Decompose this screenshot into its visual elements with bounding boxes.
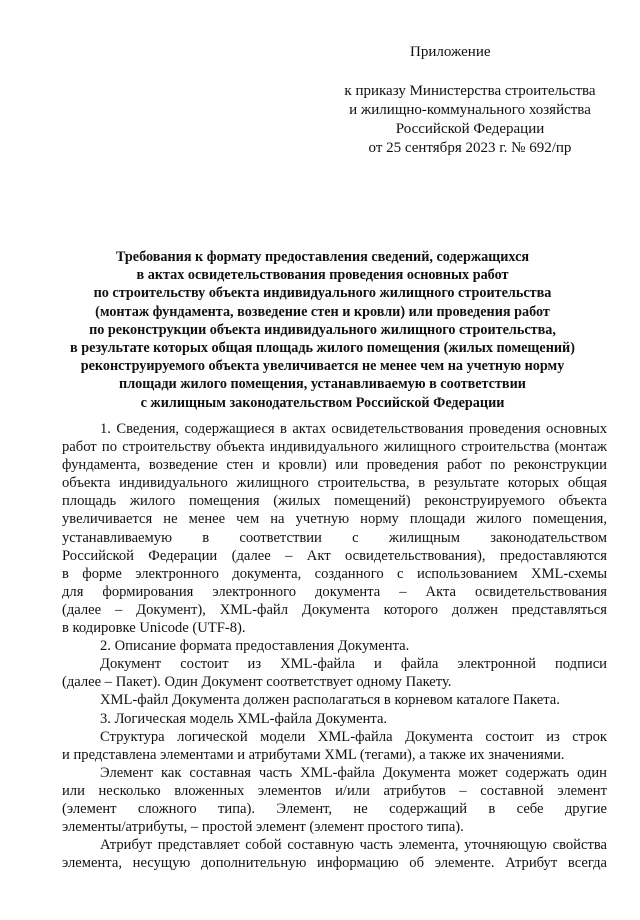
body-line: Элемент как составная часть XML-файла Документа может содержать один bbox=[100, 764, 607, 781]
body-line: элементы/атрибуты, – простой элемент (элемент простого типа). bbox=[62, 819, 464, 836]
body-line: в кодировке Unicode (UTF-8). bbox=[62, 620, 246, 637]
title-line: в актах освидетельствования проведения основных работ bbox=[136, 267, 509, 284]
title-line: с жилищным законодательством Российской Федерации bbox=[140, 394, 505, 411]
body-line: в форме электронного документа, созданного с использованием XML-схемы bbox=[62, 565, 607, 582]
title-line: площади жилого помещения, устанавливаемую в соответствии bbox=[119, 376, 526, 393]
appendix-label: Приложение bbox=[410, 44, 491, 60]
title-line: (монтаж фундамента, возведение стен и кровли) или проведения работ bbox=[95, 303, 550, 320]
body-line: Российской Федерации (далее – Акт освидетельствования), предоставляются bbox=[62, 547, 607, 564]
order-reference bbox=[320, 82, 620, 158]
body-line: для формирования электронного документа – Акта освидетельствования bbox=[62, 583, 607, 600]
body-line: XML-файл Документа должен располагаться в корневом каталоге Пакета. bbox=[100, 692, 560, 709]
title-line: Требования к формату предоставления сведений, содержащихся bbox=[115, 249, 530, 265]
document-body bbox=[62, 420, 607, 872]
body-line: или несколько вложенных элементов и/или атрибутов – составной элемент bbox=[62, 782, 607, 799]
order-line: Российской Федерации bbox=[395, 121, 545, 137]
body-line: площадь жилого помещения (жилых помещений) реконструируемого объекта bbox=[62, 493, 607, 510]
order-line: и жилищно-коммунального хозяйства bbox=[349, 102, 591, 118]
title-line: по строительству объекта индивидуального жилищного строительства bbox=[93, 285, 552, 302]
title-line: в результате которых общая площадь жилого помещения (жилых помещений) bbox=[70, 340, 575, 357]
document-title bbox=[40, 248, 605, 412]
body-line: Структура логической модели XML-файла Документа состоит из строк bbox=[100, 728, 607, 745]
body-line: увеличивается не менее чем на учетную норму площади жилого помещения, bbox=[62, 511, 607, 528]
body-line: работ по строительству объекта индивидуального жилищного строительства (монтаж bbox=[62, 439, 607, 456]
body-line: и представлена элементами и атрибутами XML (тегами), а также их значениями. bbox=[62, 746, 565, 763]
body-line: Атрибут представляет собой составную часть элемента, уточняющую свойства bbox=[100, 837, 607, 854]
body-line: фундамента, возведение стен и кровли) или проведения работ по реконструкции bbox=[62, 457, 607, 474]
title-line: реконструируемого объекта увеличивается не менее чем на учетную норму bbox=[80, 358, 565, 375]
order-line: к приказу Министерства строительства bbox=[344, 83, 596, 99]
title-line: по реконструкции объекта индивидуального жилищного строительства, bbox=[89, 321, 556, 338]
body-line: объекта индивидуального жилищного строительства, в результате которых общая bbox=[62, 475, 607, 492]
body-line: (элемент сложного типа). Элемент, не содержащий в себе другие bbox=[62, 800, 607, 817]
body-line: элемента, несущую дополнительную информацию об элементе. Атрибут всегда bbox=[62, 855, 607, 872]
order-line: от 25 сентября 2023 г. № 692/пр bbox=[368, 140, 572, 156]
body-line: (далее – Документ), XML-файл Документа которого должен представляться bbox=[62, 601, 607, 618]
body-line: Документ состоит из XML-файла и файла электронной подписи bbox=[100, 656, 607, 673]
body-line: 1. Сведения, содержащиеся в актах освидетельствования проведения основных bbox=[100, 421, 607, 437]
body-line: 3. Логическая модель XML-файла Документа. bbox=[100, 710, 388, 727]
body-line: устанавливаемую в соответствии с жилищным законодательством bbox=[62, 529, 607, 546]
body-line: (далее – Пакет). Один Документ соответствует одному Пакету. bbox=[62, 674, 452, 691]
body-line: 2. Описание формата предоставления Документа. bbox=[100, 638, 410, 655]
